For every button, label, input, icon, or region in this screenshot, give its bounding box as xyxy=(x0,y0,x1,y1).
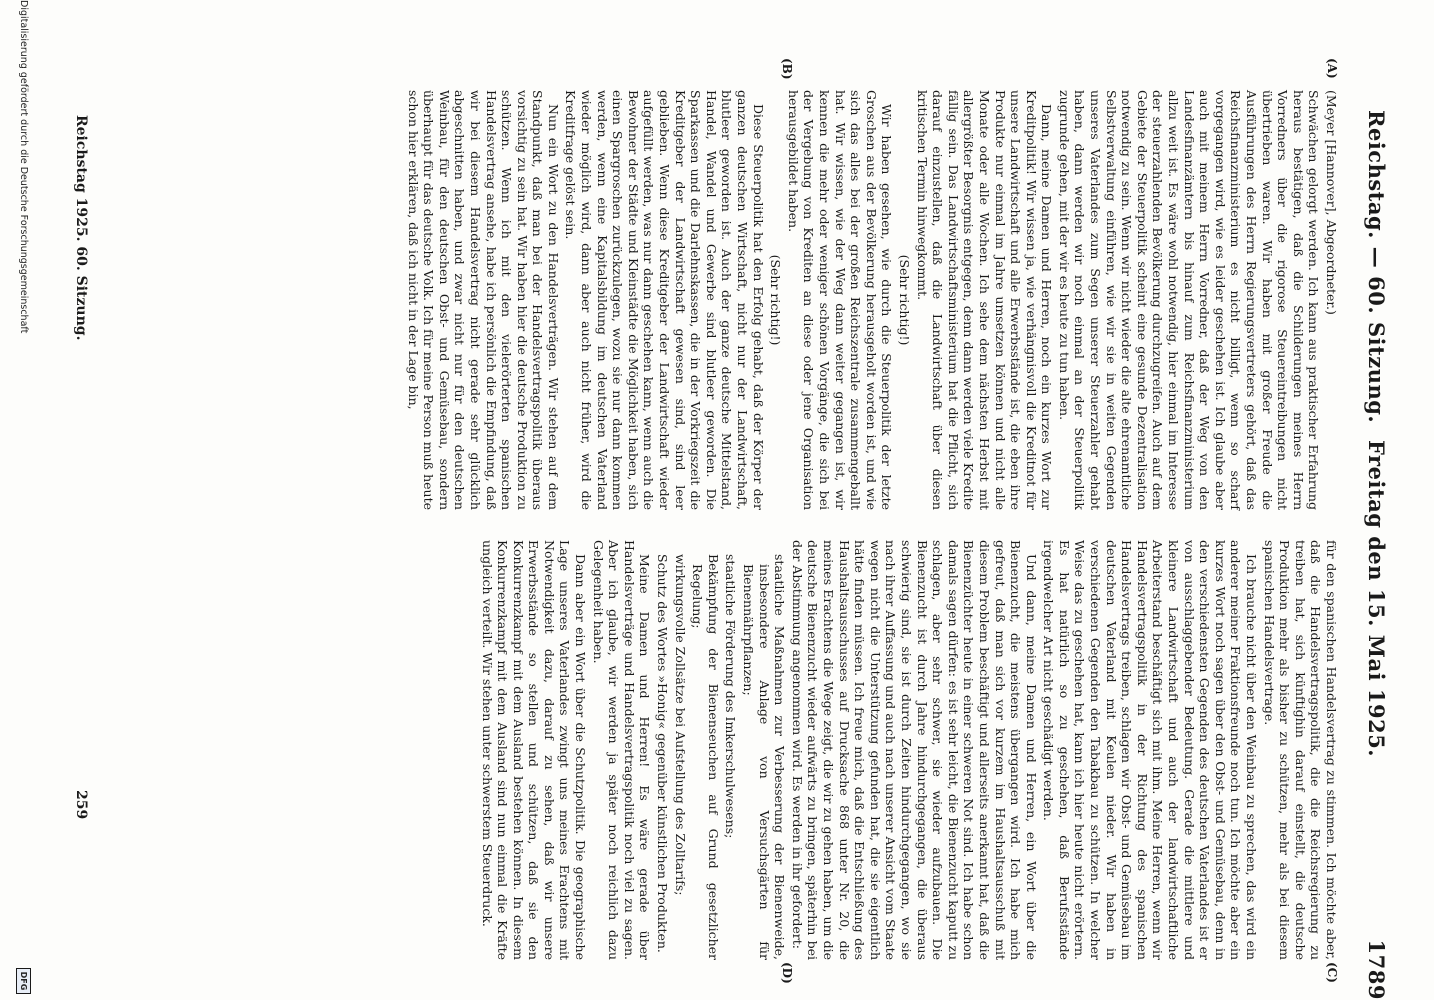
header-date: Freitag den 15. Mai 1925. xyxy=(1364,440,1389,758)
credit-text: Digitalisierung gefördert durch die Deutsche Forschungsgemeinschaft xyxy=(18,0,29,334)
right-column xyxy=(477,540,1339,960)
footer-session: Reichstag 1925. 60. Sitzung. xyxy=(73,115,89,341)
paragraph: wirkungsvolle Zollsätze bei Aufstellung des Zolltarifs; xyxy=(672,554,688,896)
paragraph: Diese Steuerpolitik hat den Erfolg gehabt, daß der Körper der ganzen deutschen Wirtschaft, nicht nur der Landwirtschaft, blutleer geworden ist. Auch der ganze deutsche Mittelstand, Handel, Wandel und Gewerbe sind blutleer geworden. Die Sparkassen und die Darlehnskassen, die in der Vorkriegszeit die Kreditgeber der Landwirtschaft gewesen sind, sind leer geblieben. Wenn diese Kreditgeber der Landwirtschaft wieder aufgefüllt werden, was nur dann geschehen kann, wenn auch die Bewohner der Städte und Kleinstädte die Möglichkeit haben, sich einen Spargroschen zurückzulegen, wozu sie nur dann kommen werden, wenn eine Kapitalsbildung im deutschen Vaterland wieder möglich wird, dann aber auch nicht früher, wird die Kreditfrage gelöst sein. xyxy=(563,90,766,510)
header-left: Reichstag. — 60. Sitzung. xyxy=(1364,110,1389,424)
dfg-logo: DFG xyxy=(16,968,31,994)
paragraph: (Meyer [Hannover], Abgeordneter.) xyxy=(1324,90,1339,315)
paragraph: Wir haben gesehen, wie durch die Steuerpolitik der letzte Groschen aus der Bevölkerung herausgeholt worden ist, und wie sich das alles bei der großen Reichszentrale zusammengeballt hat. Wir wissen, wie der Weg dann weiter gegangen ist, wir kennen die mehr oder weniger schönen Vorgänge, die sich bei der Vergebung von Krediten an diese oder jene Organisation herausgebildet haben. xyxy=(785,90,895,510)
margin-mark-a: (A) xyxy=(1325,58,1339,79)
paragraph: Schwächen gelorgt werden. Ich kann aus praktischer Erfahrung heraus bestätigen, daß die Schilderungen meines Herrn Vorredners über die rigorose Steuereintreibungen nicht übertrieben waren. Wir haben mit großer Freude die Ausführungen des Herrn Regierungsvertreters gehört, daß das Reichsfinanzministerium es nicht billigt, wenn so scharf vorgegangen wird, wie es leider geschehen ist. Ich glaube aber auch mit meinem Herrn Vorredner, daß der Weg von den Landesfinanzämtern bis hinauf zum Reichsfinanzministerium allzu weit ist. Es wäre wohl notwendig, hier einmal im Interesse der steuerzahlenden Bevölkerung durchzugreifen. Auch auf dem Gebiete der Steuerpolitik scheint eine gesunde Dezentralisation notwendig zu sein. Wenn wir nicht wieder die alte ehrenamtliche Selbstverwaltung einführen, wie wir sie in weiten Gegenden unseres Vaterlandes zum Segen unserer Steuerzahler gehabt haben, dann werden wir noch einmal an der Steuerpolitik zugrunde gehen, mit der wir es heute zu tun haben. xyxy=(1056,90,1322,510)
paragraph: staatliche Förderung des Imkerschulwesens; xyxy=(723,554,739,839)
paragraph: Und dann, meine Damen und Herren, ein Wort über die Bienenzucht, die meistens übergangen wird. Ich habe mich gefreut, daß man sich vor kurzem im Haushaltsausschuß mit diesem Problem beschäftigt und allerseits anerkannt hat, daß die Bienenzüchter heute in einer schweren Not sind. Ich habe schon damals sagen dürfen: es ist sehr leicht, die Bienenzucht kaputt zu schlagen, aber sehr schwer, sie wieder aufzubauen. Die Bienenzucht ist durch Jahre hindurchgegangen, die überaus schwierig sind, sie ist durch Zeiten hindurchgegangen, wo sie nach ihrer Auffassung und auch nach unserer Ansicht vom Staate wegen nicht die Unterstützung gefunden hat, die sie eigentlich hätte finden müssen. Ich freue mich, daß die Entschließung des Haushaltsausschusses auf Drucksache 868 unter Nr. 20, die meines Erachtens die Wege zeigt, die wir zu gehen haben, um die deutsche Bienenzucht wieder aufwärts zu bringen, späterhin bei der Abstimmung angenommen wird. Es werden in ihr gefordert: xyxy=(789,540,1039,960)
paragraph: Nun ein Wort zu den Handelsverträgen. Wir stehen auf dem Standpunkt, daß man bei der Handelsvertragspolitik überaus vorsichtig zu sein hat. Wir haben hier die deutsche Produktion zu schützen. Wenn ich mit den vielerörterten spanischen Handelsvertrag ansehe, habe ich persönlich die Empfindung, daß wir bei diesem Handelsvertrag nicht gerade sehr glücklich abgeschnitten haben, und zwar nicht nur für den deutschen Weinbau, für den deutschen Obst- und Gemüsebau, sondern überhaupt für das deutsche Volk. Ich für meine Person muß heute schon hier erklären, daß ich nicht in der Lage bin, xyxy=(405,90,561,510)
header-page-number: 1789 xyxy=(1364,939,1389,1000)
margin-mark-d: (D) xyxy=(780,962,794,984)
paragraph: Meine Damen und Herren! Es wäre gerade über Handelsverträge und Handelsvertragspolitik noch viel zu sagen. Aber ich glaube, wir werden ja später noch reichlich dazu Gelegenheit haben. xyxy=(590,540,653,960)
paragraph: Bekämpfung der Bienenseuchen auf Grund gesetzlicher Regelung; xyxy=(690,554,721,960)
paragraph: (Sehr richtig!) xyxy=(768,254,784,346)
paragraph: (Sehr richtig!) xyxy=(896,254,912,346)
paragraph: Dann aber ein Wort über die Schutzpolitik. Die geographische Lage unseres Vaterlandes zwingt uns meines Erachtens mit Notwendigkeit dazu, darauf zu sehen, daß wir unsere Erwerbsstände so stellen und schützen, daß sie den Konkurrenzkampf mit dem Ausland bestehen können. In diesem Konkurrenzkampf mit dem Ausland sind nun einmal die Kräfte ungleich verteilt. Wir stehen unter schwerstem Steuerdruck. xyxy=(479,540,589,960)
paragraph: für den spanischen Handelsvertrag zu stimmen. Ich möchte aber, daß die Handelsvertragspolitik, die die Reichsregierung zu treiben hat, sich künftighin darauf einstellt, die deutsche Produktion mehr als bisher zu schützen, mehr als bei diesem spanischen Handelsvertrage. xyxy=(1261,540,1339,960)
paragraph: staatliche Maßnahmen zur Verbesserung der Bienenweide, insbesondere Anlage von Versuchsgärten für Bienennährpflanzen; xyxy=(741,554,788,960)
left-column xyxy=(403,90,1339,510)
paragraph: Dann, meine Damen und Herren, noch ein kurzes Wort zur Kreditpolitik! Wir wissen ja, wie verhängnisvoll die Kreditnot für unsere Landwirtschaft und alle Erwerbsstände ist, die eben ihre Produkte nur einmal im Jahre umsetzen können und nicht alle Monate oder alle Wochen. Ich sehe dem nächsten Herbst mit allergrößter Besorgnis entgegen, denn dann werden viele Kredite fällig sein. Das Landwirtschaftsministerium hat die Pflicht, sich darauf einzustellen, daß die Landwirtschaft über diesen kritischen Termin hinwegkommt. xyxy=(914,90,1055,510)
paragraph: Ich brauche nicht über den Weinbau zu sprechen, das wird ein anderer meiner Fraktionsfreunde noch tun. Ich möchte aber ein kurzes Wort noch sagen über den Obst- und Gemüsebau, denn in den verschiedensten Gegenden des deutschen Vaterlandes ist er von ausschlaggebender Bedeutung. Gerade die mittlere und kleinere Landwirtschaft und auch der landwirtschaftliche Arbeiterstand beschäftigt sich mit ihm. Meine Herren, wenn wir Handelsvertragspolitik in der Richtung des spanischen Handelsvertrags treiben, schlagen wir Obst- und Gemüsebau im deutschen Vaterland mit Keulen nieder. Wir haben in verschiedenen Gegenden den Tabakbau zu schützen. In welcher Weise das zu geschehen hat, kann ich hier heute nicht erörtern. Es hat natürlich so zu geschehen, daß Berufsstände irgendwelcher Art nicht geschädigt werden. xyxy=(1041,540,1260,960)
margin-mark-b: (B) xyxy=(780,58,794,80)
footer-page-number: 259 xyxy=(73,790,89,820)
page-header xyxy=(1349,0,1389,1000)
margin-mark-c: (C) xyxy=(1325,962,1339,983)
paragraph: Schutz des Wortes »Honig« gegenüber künstlichen Produkten. xyxy=(655,554,671,953)
